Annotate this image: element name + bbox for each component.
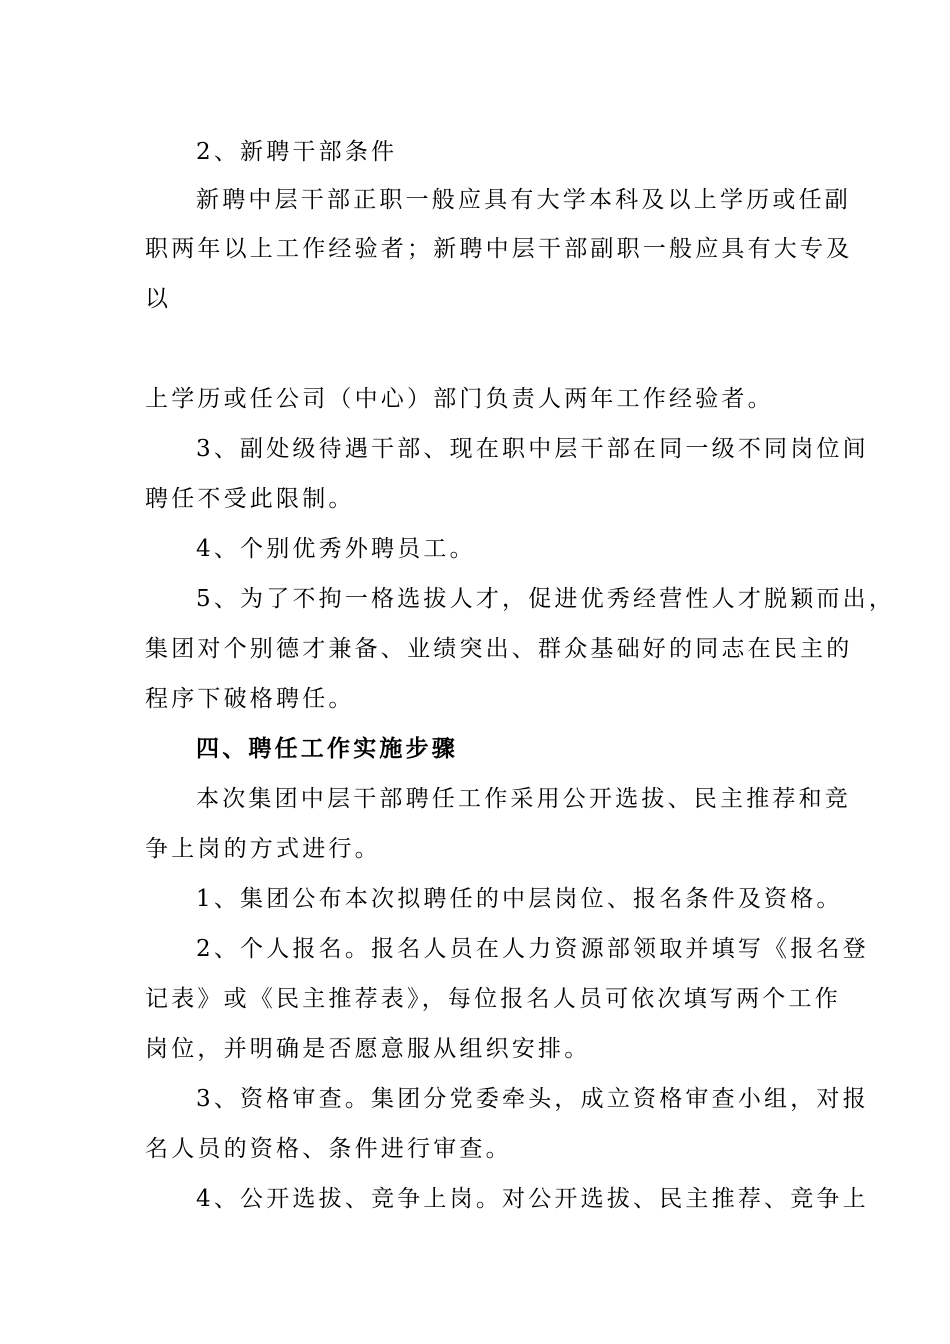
paragraph-line: 名人员的资格、条件进行审查。 xyxy=(145,1136,512,1162)
paragraph-line: 记表》或《民主推荐表》，每位报名人员可依次填写两个工作 xyxy=(145,986,841,1012)
paragraph-line: 聘任不受此限制。 xyxy=(145,486,355,512)
paragraph-line: 3、副处级待遇干部、现在职中层干部在同一级不同岗位间 xyxy=(196,436,869,462)
paragraph-line: 以 xyxy=(145,286,172,312)
paragraph-line: 5、为了不拘一格选拔人才，促进优秀经营性人才脱颖而出， xyxy=(196,586,896,612)
paragraph-line: 4、公开选拔、竞争上岗。对公开选拔、民主推荐、竞争上 xyxy=(196,1186,869,1212)
section-heading: 四、聘任工作实施步骤 xyxy=(196,735,458,762)
paragraph-line: 本次集团中层干部聘任工作采用公开选拔、民主推荐和竞 xyxy=(196,786,851,812)
paragraph-line: 2、个人报名。报名人员在人力资源部领取并填写《报名登 xyxy=(196,936,869,962)
paragraph-line: 岗位，并明确是否愿意服从组织安排。 xyxy=(145,1036,591,1062)
item-2-heading: 2、新聘干部条件 xyxy=(196,139,398,165)
paragraph-line: 集团对个别德才兼备、业绩突出、群众基础好的同志在民主的 xyxy=(145,636,853,662)
paragraph-line: 争上岗的方式进行。 xyxy=(145,836,381,862)
paragraph-line: 上学历或任公司（中心）部门负责人两年工作经验者。 xyxy=(145,386,774,412)
paragraph-line: 程序下破格聘任。 xyxy=(145,686,355,712)
paragraph-line: 职两年以上工作经验者；新聘中层干部副职一般应具有大专及 xyxy=(145,236,853,262)
paragraph-line: 3、资格审查。集团分党委牵头，成立资格审查小组，对报 xyxy=(196,1086,869,1112)
paragraph-line: 新聘中层干部正职一般应具有大学本科及以上学历或任副 xyxy=(196,187,851,213)
paragraph-line: 4、个别优秀外聘员工。 xyxy=(196,536,476,562)
paragraph-line: 1、集团公布本次拟聘任的中层岗位、报名条件及资格。 xyxy=(196,886,843,912)
